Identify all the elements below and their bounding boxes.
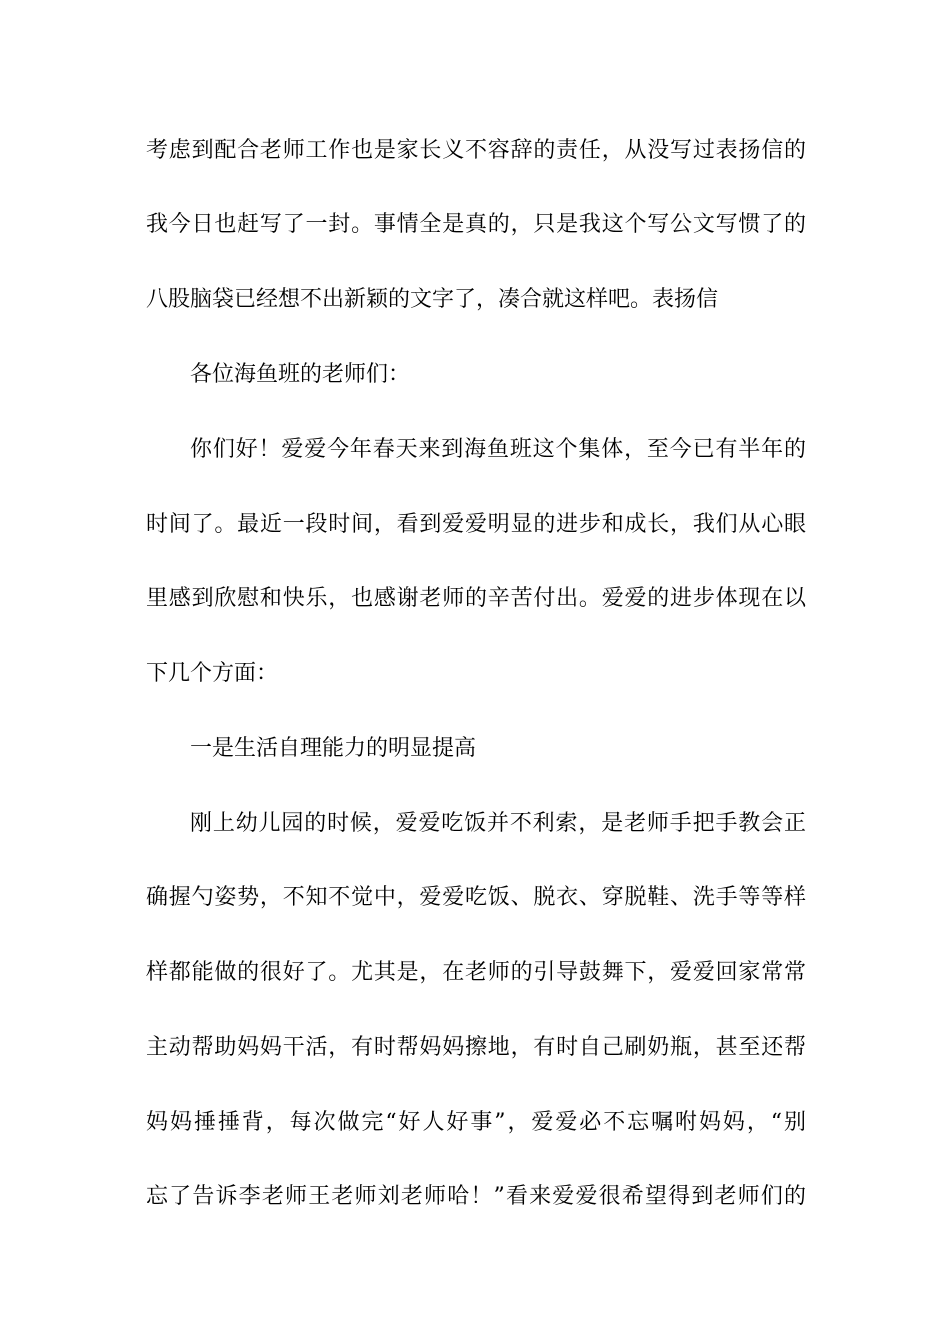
text-line-14: 妈妈捶捶背，每次做完“好人好事”，爱爱必不忘嘱咐妈妈，“别 [146, 1110, 806, 1135]
text-line-8: 下几个方面： [146, 661, 279, 686]
text-line-3: 八股脑袋已经想不出新颖的文字了，凑合就这样吧。表扬信 [146, 287, 719, 312]
text-line-15: 忘了告诉李老师王老师刘老师哈！”看来爱爱很希望得到老师们的 [146, 1184, 806, 1209]
text-line-13: 主动帮助妈妈干活，有时帮妈妈擦地，有时自己刷奶瓶，甚至还帮 [146, 1035, 806, 1060]
section-heading-line: 一是生活自理能力的明显提高 [190, 736, 477, 761]
text-line-5: 你们好！爱爱今年春天来到海鱼班这个集体，至今已有半年的 [190, 437, 806, 462]
text-line-1: 考虑到配合老师工作也是家长义不容辞的责任，从没写过表扬信的 [146, 138, 806, 163]
salutation-line: 各位海鱼班的老师们： [190, 362, 411, 387]
text-line-6: 时间了。最近一段时间，看到爱爱明显的进步和成长，我们从心眼 [146, 512, 806, 537]
text-line-2: 我今日也赶写了一封。事情全是真的，只是我这个写公文写惯了的 [146, 212, 806, 237]
text-line-7: 里感到欣慰和快乐，也感谢老师的辛苦付出。爱爱的进步体现在以 [146, 586, 806, 611]
text-line-11: 确握勺姿势，不知不觉中，爱爱吃饭、脱衣、穿脱鞋、洗手等等样 [146, 885, 806, 910]
text-line-10: 刚上幼儿园的时候，爱爱吃饭并不利索，是老师手把手教会正 [190, 811, 806, 836]
text-line-12: 样都能做的很好了。尤其是，在老师的引导鼓舞下，爱爱回家常常 [146, 960, 806, 985]
